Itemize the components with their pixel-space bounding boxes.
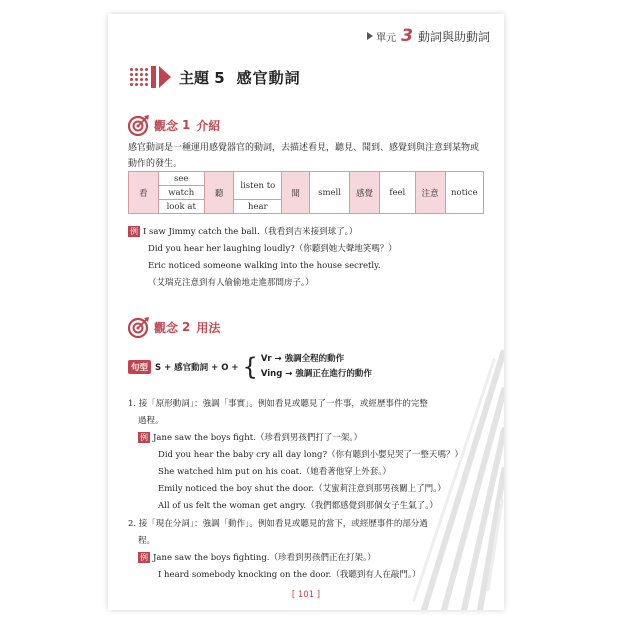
table-cell-see: see	[158, 172, 204, 186]
table-cell-feel-zh: 感覺	[350, 172, 380, 214]
concept-label: 觀念	[154, 118, 179, 133]
arrow-icon	[159, 66, 171, 88]
brace-icon: {	[242, 353, 258, 381]
table-cell-smell-zh: 聞	[282, 172, 310, 214]
sentence-pattern	[128, 352, 372, 382]
example-line: Did you hear the baby cry all day long?（你有聽到小嬰兒哭了一整天嗎？）	[158, 450, 464, 460]
topic-heading	[130, 66, 301, 88]
pattern-tag: 句型	[128, 360, 151, 374]
unit-number: 3	[401, 26, 413, 46]
concept-title: 介紹	[196, 118, 221, 133]
pattern-option-ving: Ving → 強調正在進行的動作	[260, 369, 372, 379]
concept-number: 2	[182, 320, 191, 334]
topic-label: 主題 5	[179, 68, 225, 87]
triangle-icon	[367, 32, 373, 40]
example-line: I heard somebody knocking on the door.（我聽到有人在敲門。）	[158, 570, 421, 580]
concept-title: 用法	[196, 320, 221, 335]
rule-2	[128, 516, 484, 584]
target-icon	[128, 316, 150, 338]
example-line: （艾瑞克注意到有人偷偷地走進那間房子。）	[148, 278, 314, 288]
target-icon	[128, 114, 150, 136]
page-number: [ 101 ]	[291, 590, 321, 600]
table-cell-notice: notice	[445, 172, 483, 214]
example-1-block	[128, 224, 397, 292]
concept-1-heading	[128, 114, 220, 136]
table-cell-see-zh: 看	[129, 172, 159, 214]
example-line: All of us felt the woman get angry.（我們都感覺到那個女子生氣了。）	[158, 501, 438, 511]
example-line	[128, 550, 484, 567]
table-cell-notice-zh: 注意	[415, 172, 445, 214]
example-line	[128, 224, 397, 241]
table-cell-watch: watch	[158, 186, 204, 200]
rule-1	[128, 396, 484, 515]
example-tag: 例	[130, 227, 138, 236]
example-text: Jane saw the boys fighting.（珍看到男孩們正在打架。）	[153, 553, 376, 563]
unit-title: 動詞與助動詞	[417, 29, 490, 44]
topic-title: 感官動詞	[236, 68, 301, 87]
example-tag: 例	[140, 433, 148, 442]
example-line: Did you hear her laughing loudly?（你聽到她大聲地笑嗎？）	[148, 244, 397, 254]
example-text: I saw Jimmy catch the ball.（我看到吉米接到球了。）	[143, 227, 358, 237]
concept-2-heading	[128, 316, 220, 338]
dots-icon	[130, 68, 148, 86]
table-cell-smell: smell	[310, 172, 350, 214]
table-cell-hear: hear	[234, 200, 282, 214]
sense-verb-table	[128, 171, 484, 214]
pattern-option-vr: Vr → 強調全程的動作	[260, 354, 345, 364]
table-cell-feel: feel	[379, 172, 415, 214]
rule-1-text-cont: 過程。	[138, 416, 164, 426]
example-line	[128, 430, 484, 447]
concept-number: 1	[182, 118, 191, 132]
rule-2-text-cont: 程。	[138, 536, 156, 546]
example-tag: 例	[140, 553, 148, 562]
table-cell-look-at: look at	[158, 200, 204, 214]
example-text: Jane saw the boys fight.（珍看到男孩們打了一架。）	[153, 433, 363, 443]
bar-icon	[151, 66, 156, 88]
page-header	[367, 26, 490, 46]
intro-paragraph: 感官動詞是一種運用感覺器官的動詞，去描述看見，聽見、聞到、感覺到與注意到某物或動作的發生。	[128, 143, 480, 169]
rule-2-text: 2. 接「現在分詞」：強調「動作」。例如看見或聽見的當下，或經歷事件的部分過	[128, 519, 428, 529]
table-cell-hear-zh: 聽	[204, 172, 234, 214]
example-line: She watched him put on his coat.（她看著他穿上外套。）	[158, 467, 392, 477]
example-line: Eric noticed someone walking into the house secretly.	[148, 261, 381, 271]
table-cell-listen-to: listen to	[234, 172, 282, 200]
pattern-options	[261, 352, 372, 382]
rule-1-text: 1. 接「原形動詞」：強調「事實」。例如看見或聽見了一件事，或經歷事件的完整	[128, 399, 428, 409]
book-page	[108, 14, 504, 610]
example-line: Emily noticed the boy shut the door.（艾蜜莉注意到那男孩關上了門。）	[158, 484, 446, 494]
concept-label: 觀念	[154, 320, 179, 335]
unit-label: 單元	[376, 32, 397, 44]
pattern-base: S + 感官動詞 + O +	[155, 363, 239, 373]
